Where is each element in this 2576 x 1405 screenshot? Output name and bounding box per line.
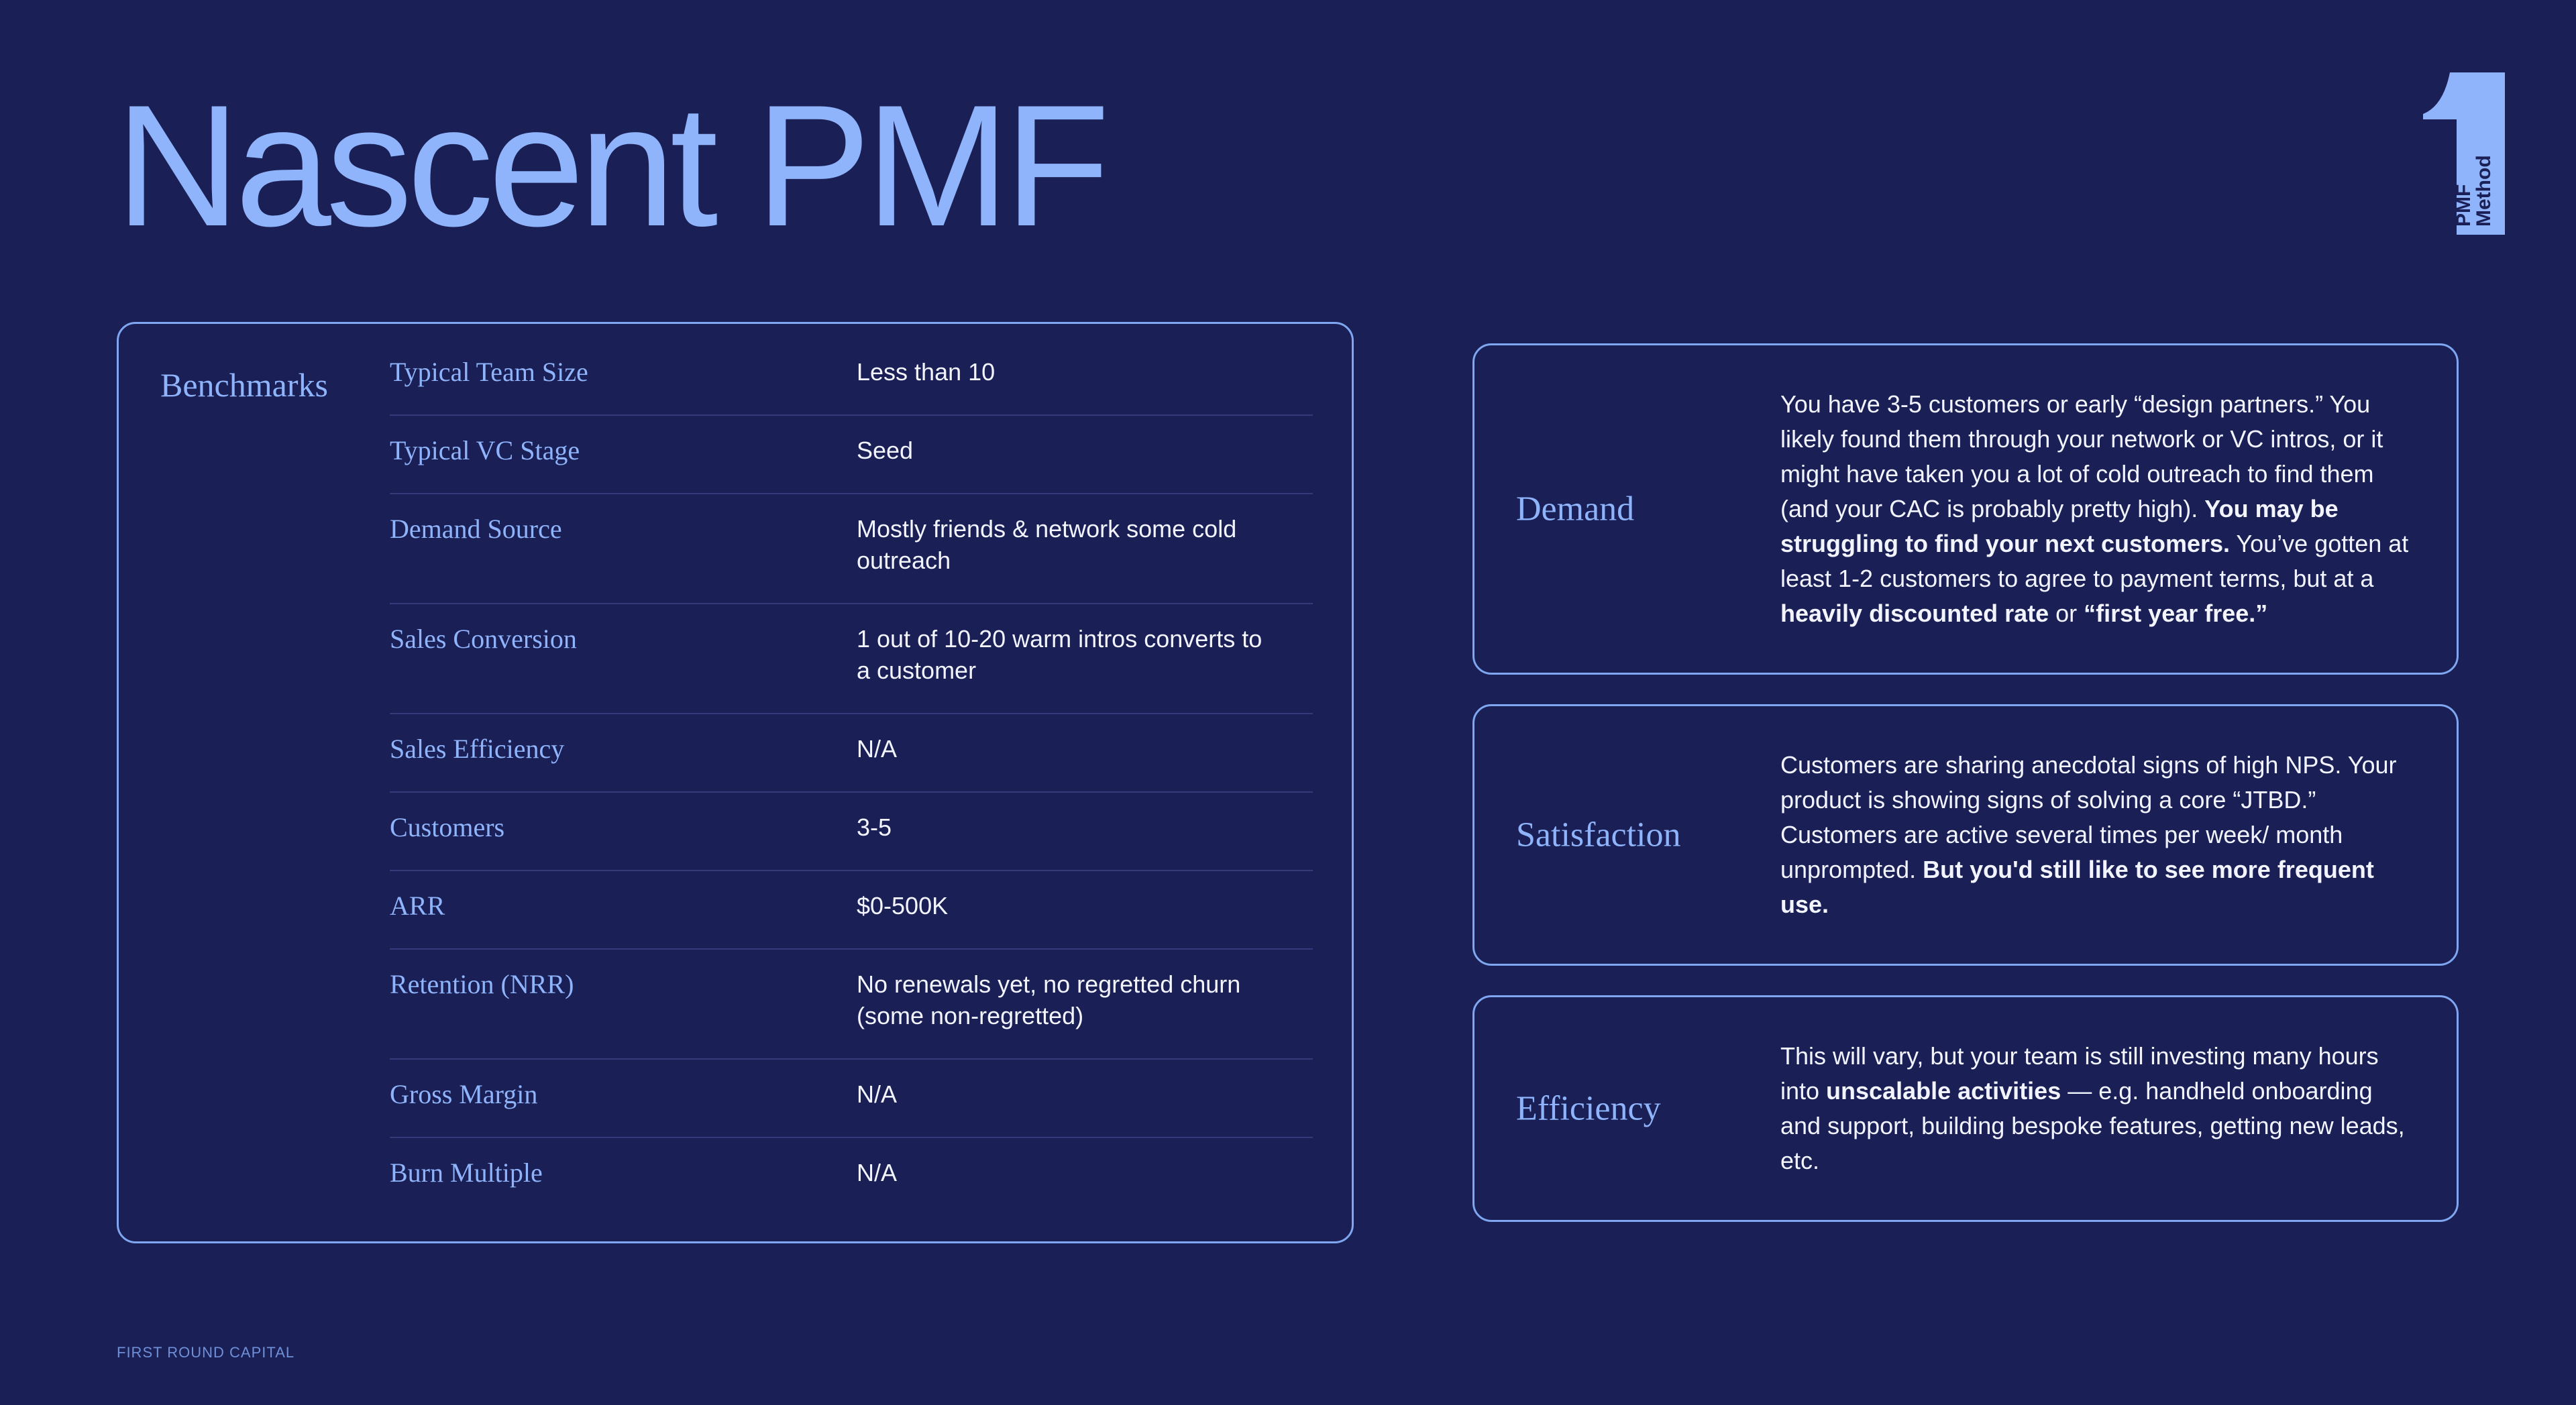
bold-text: unscalable activities — [1826, 1077, 2061, 1105]
demand-card — [1472, 343, 2459, 675]
row-value: Seed — [857, 437, 914, 464]
page-title: Nascent PMF — [115, 68, 1105, 262]
efficiency-title: Efficiency — [1516, 1089, 1661, 1128]
row-label: Gross Margin — [390, 1079, 538, 1109]
table-row — [390, 416, 1313, 494]
benchmarks-table — [390, 337, 1313, 1217]
demand-title: Demand — [1516, 490, 1635, 528]
demand-description — [1780, 387, 2416, 631]
efficiency-card — [1472, 995, 2459, 1222]
benchmarks-panel — [117, 322, 1354, 1243]
table-row — [390, 604, 1313, 714]
bold-text: But you'd still like to see more frequent use. — [1780, 856, 2374, 918]
text-span: You’ve gotten at least 1-2 customers to agree to payment terms, but at a — [1780, 530, 2409, 592]
row-value: 1 out of 10-20 warm intros converts to a customer — [857, 625, 1263, 684]
table-row — [390, 494, 1313, 604]
logo-label-line2: Method — [2473, 155, 2495, 227]
row-value: 3-5 — [857, 813, 892, 841]
table-row — [390, 1060, 1313, 1138]
satisfaction-card — [1472, 704, 2459, 966]
bold-text: heavily discounted rate — [1780, 600, 2049, 627]
row-value: Less than 10 — [857, 358, 996, 386]
table-row — [390, 950, 1313, 1060]
row-value: No renewals yet, no regretted churn (some non-regretted) — [857, 970, 1241, 1029]
logo-label-line1: PMF — [2453, 184, 2475, 227]
row-value: N/A — [857, 1159, 898, 1186]
text-span: or — [2049, 600, 2084, 627]
efficiency-description — [1780, 1039, 2416, 1178]
row-label: Customers — [390, 812, 505, 842]
bold-text: “first year free.” — [2084, 600, 2268, 627]
table-row — [390, 1138, 1313, 1217]
row-label: Typical VC Stage — [390, 435, 580, 465]
row-value: Mostly friends & network some cold outreach — [857, 515, 1237, 574]
row-value: N/A — [857, 735, 898, 763]
table-row — [390, 714, 1313, 793]
row-label: Retention (NRR) — [390, 969, 574, 999]
satisfaction-description — [1780, 748, 2416, 922]
footer-brand: FIRST ROUND CAPITAL — [117, 1344, 295, 1361]
row-value: $0-500K — [857, 892, 949, 919]
row-label: Demand Source — [390, 514, 562, 544]
logo-label — [2454, 155, 2494, 227]
text-span: You have 3-5 customers or early “design partners.” You likely found them through your network or VC intros, or it might have taken you a lot of cold outreach to find them (and your CAC is probably pretty high). — [1780, 390, 2383, 522]
benchmarks-heading: Benchmarks — [160, 366, 328, 404]
row-label: Burn Multiple — [390, 1158, 543, 1188]
table-row — [390, 793, 1313, 871]
row-label: Sales Efficiency — [390, 734, 565, 764]
text-span: Customers are sharing anecdotal signs of high NPS. Your product is showing signs of solving a core “JTBD.” Customers are active several times per week/ month unprompted. — [1780, 751, 2397, 883]
text-span: — e.g. handheld onboarding and support, building bespoke features, getting new leads, etc. — [1780, 1077, 2405, 1174]
text-span: This will vary, but your team is still investing many hours into — [1780, 1042, 2379, 1105]
row-label: Sales Conversion — [390, 624, 577, 654]
row-value: N/A — [857, 1080, 898, 1108]
row-label: ARR — [390, 891, 445, 921]
table-row — [390, 871, 1313, 950]
row-label: Typical Team Size — [390, 357, 588, 387]
bold-text: You may be struggling to find your next customers. — [1780, 495, 2339, 557]
table-row — [390, 337, 1313, 416]
satisfaction-title: Satisfaction — [1516, 816, 1681, 854]
